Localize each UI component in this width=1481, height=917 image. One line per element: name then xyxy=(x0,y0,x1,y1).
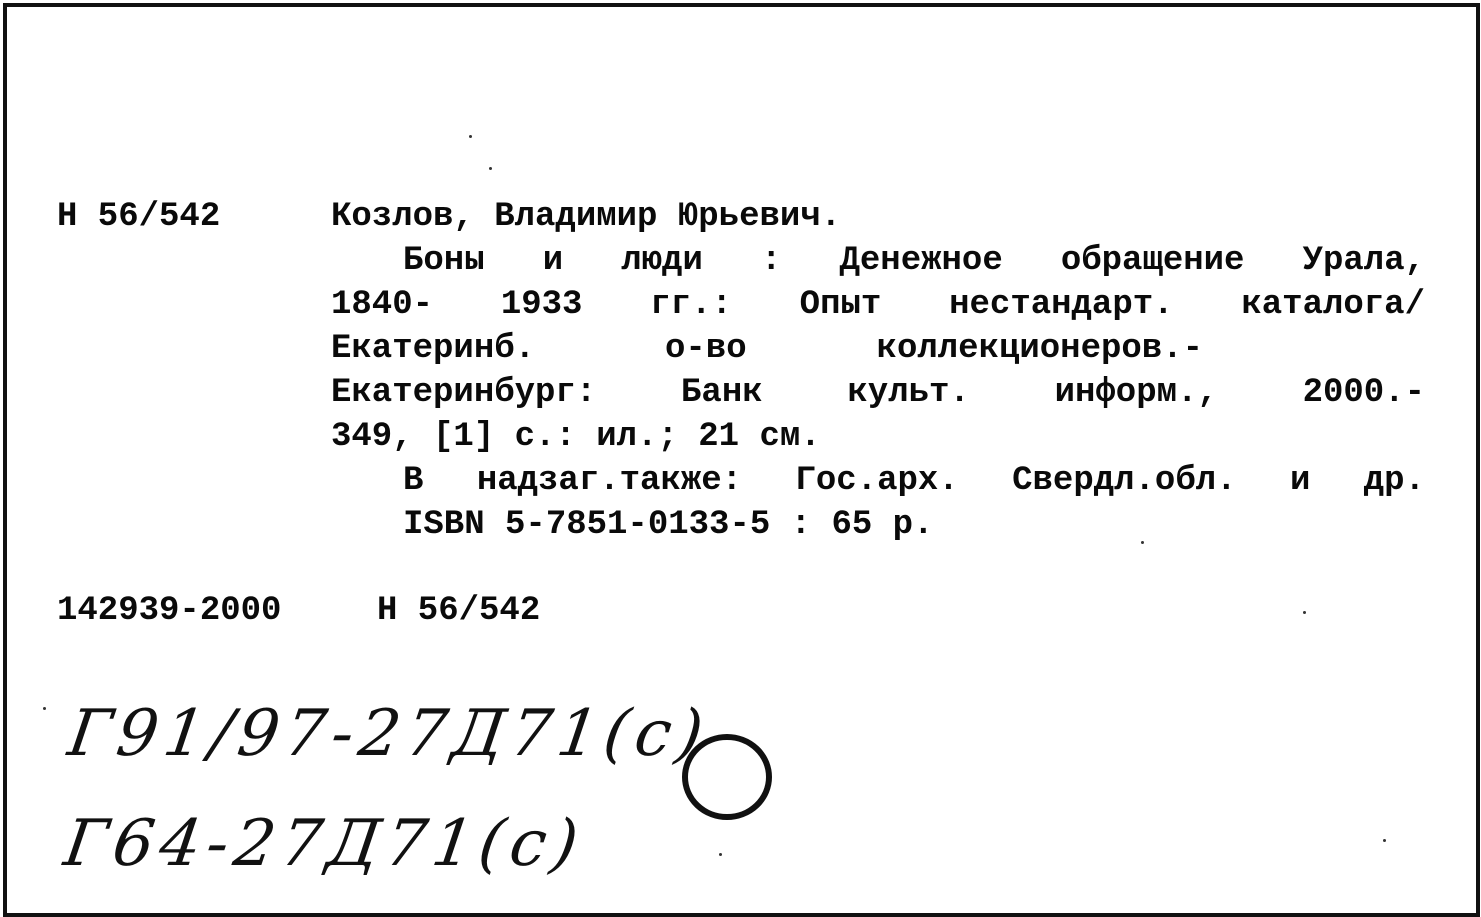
scan-speck xyxy=(489,167,492,170)
hand-drawn-circle-icon xyxy=(679,729,777,827)
description-line-4: Екатеринбург: Банк культ. информ., 2000.- xyxy=(331,374,1425,412)
handwritten-line-2: Г64-27Д71(с) xyxy=(59,807,589,881)
handwritten-line-1: Г91/97-27Д71(с) xyxy=(63,697,714,771)
description-line-1: Боны и люди : Денежное обращение Урала, xyxy=(403,242,1425,280)
call-number: Н 56/542 xyxy=(57,198,221,236)
catalog-card xyxy=(3,3,1480,917)
scan-speck xyxy=(1383,839,1386,842)
isbn-price: ISBN 5-7851-0133-5 : 65 р. xyxy=(403,506,934,544)
scan-speck xyxy=(43,707,46,710)
description-line-2: 1840- 1933 гг.: Опыт нестандарт. каталога/ xyxy=(331,286,1425,324)
scan-speck xyxy=(719,853,722,856)
scan-speck xyxy=(469,135,472,138)
description-line-3: Екатеринб. о-во коллекционеров.- xyxy=(331,330,1203,368)
accession-call-number: Н 56/542 xyxy=(377,592,541,630)
description-line-5: 349, [1] с.: ил.; 21 см. xyxy=(331,418,821,456)
scan-speck xyxy=(1303,611,1306,614)
accession-number: 142939-2000 xyxy=(57,592,282,630)
author: Козлов, Владимир Юрьевич. xyxy=(331,198,842,236)
note: В надзаг.также: Гос.арх. Свердл.обл. и др. xyxy=(403,462,1425,500)
scan-speck xyxy=(1141,541,1144,544)
